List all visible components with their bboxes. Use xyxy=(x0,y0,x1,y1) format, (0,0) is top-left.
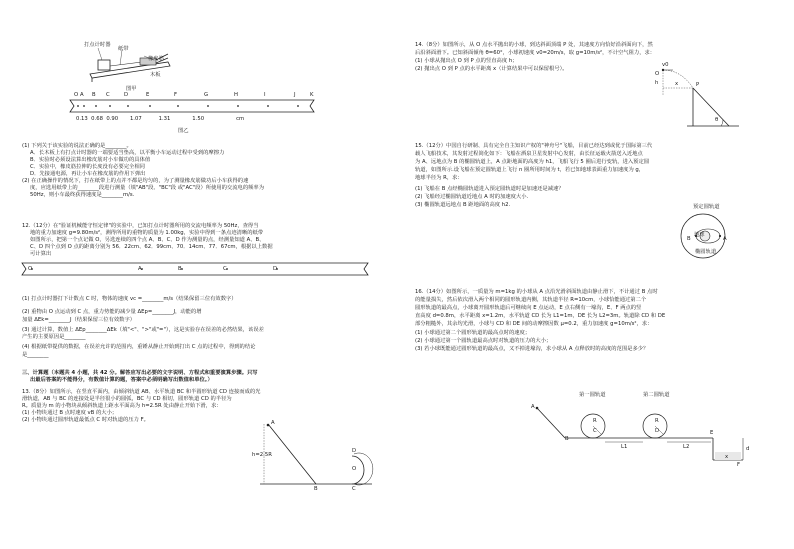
q12-tape-b: B xyxy=(178,266,182,272)
q11-line: 50Hz，则小车最终获得速度是________m/s. xyxy=(30,192,135,198)
q13-line: R。质量为 m 的小物块从倾斜轨道上距水平面高为 h=2.5R 处由静止开始下滑，求： xyxy=(22,403,222,409)
q14-line: 后沿斜面滑下。已知斜面倾角 θ=60°，小球初速度 v0=20m/s，取 g=10m/s²，不计空气阻力，求： xyxy=(415,50,656,56)
q15-line: 为 A、远地点为 B 的椭圆轨道上，A 点距地面的高度为 h1，飞船飞行 5 圈后进行变轨，进入预定圆 xyxy=(415,159,650,165)
q16-label-track1: 第一圆轨道 xyxy=(579,392,606,398)
q13-label-o: O xyxy=(352,466,357,472)
caption-fig-a: 图甲 xyxy=(126,86,137,92)
q16-label-track2: 第二圆轨道 xyxy=(643,392,670,398)
q12-tape-d: D xyxy=(273,266,278,272)
q12-tape-a: A xyxy=(138,266,142,272)
q15-line: 轨道，如图所示.设飞船在预定圆轨道上飞行 n 圈所用时间为 t，若已知地球表面重力加速度为 g， xyxy=(415,167,645,173)
q13-line: (2) 小物块通过圆形轨道最低点 C 时对轨道的压力 F。 xyxy=(22,417,149,423)
label-band: 橡皮筋 xyxy=(148,56,164,62)
tape-letter: A xyxy=(80,92,84,98)
tape-letter: E xyxy=(146,92,150,98)
q13-label-c: C xyxy=(352,486,356,492)
caption-fig-b: 图乙 xyxy=(178,128,189,134)
q12-line: 是________ xyxy=(22,352,49,358)
q16-label-f: F xyxy=(737,462,741,468)
q14-line: 14.（8分）如图所示，从 O 点水平抛出的小球，到达斜面顶端 P 处，其速度方向恰好沿斜面向下，然 xyxy=(415,42,653,48)
q14-figure xyxy=(655,66,741,130)
q16-line: 的能量损失，然后依次滑入两个相同的圆形轨道内侧，其轨道半径 R=10cm，小球恰能通过第二个 xyxy=(415,297,647,303)
q14-line: (1) 小球从抛出点 O 到 P 点的竖直高度 h； xyxy=(415,58,518,64)
q13-line: 滑轨道，AB 与 BC 的连接处是半径很小的圆弧，BC 与 CD 相切，圆形轨道 CD 的半径为 xyxy=(22,396,232,402)
q12-line: 如图所示，把第一个点记做 O，另选连续的四个点 A、B、C、D 作为测量的点，经测量知道 A、B、 xyxy=(30,237,265,243)
tape-figure xyxy=(70,98,318,114)
q16-line: (2) 小球通过第一个圆轨道最高点时对轨道的压力的大小； xyxy=(415,338,552,344)
q16-label-x: x xyxy=(725,454,729,460)
tape-letter: I xyxy=(264,92,266,98)
q16-label-c: C xyxy=(593,428,597,434)
q12-line: 地的重力加速度 g=9.80m/s²，测得所用的重物的质量为 1.00kg，实验中得到一条点迹清晰的纸带 xyxy=(30,230,264,236)
q13-label-b: B xyxy=(314,486,318,492)
q12-line: (1) 打点计时器打下计数点 C 时，物体的速度 vc =________m/s（结果保留三位有效数字） xyxy=(22,296,237,302)
q13-label-d: D xyxy=(352,448,357,454)
tape-letter: J xyxy=(294,92,296,98)
q12-line: 加量 ΔEk=________J（结果保留三位有效数字） xyxy=(22,317,136,323)
q12-line: C、D 四个点到 O 点的距离分别为 56．22cm、62．99cm、70．14cm、77．67cm，根据以上数据 xyxy=(30,244,273,250)
q15-line: 地球半径为 R，求： xyxy=(415,175,463,181)
q15-line: (3) 椭圆轨道远地点 B 距地面的高度 h2. xyxy=(415,202,511,208)
q15-line: 15.（12分）中国自行研制、具有完全自主知识产权的"神舟号"飞船，目前已经达到或优于国际第三代 xyxy=(415,143,653,149)
q15-label-ellipse: 椭圆轨道 xyxy=(695,249,717,255)
q12-tape-figure xyxy=(22,262,372,276)
q14-line: (2) 抛出点 O 到 P 点的水平距离 x（计算结果中可以保留根号）。 xyxy=(415,66,568,72)
section3-line: 三、计算题（本题共 4 小题，共 42 分。解答应写出必要的文字说明、方程式和重要演算步骤。只写 xyxy=(22,370,258,376)
q11-line: (1) 下列关于该实验的说法正确的是________。 xyxy=(22,143,132,149)
q14-label-o: O xyxy=(655,71,660,77)
label-timer: 打点计时器 xyxy=(84,42,111,48)
q16-line: 直高度 d=0.8m，水平距离 x=1.2m，水平轨道 CD 长为 L1=1m，DE 长为 L2=3m。轨道除 CD 和 DE xyxy=(415,313,666,319)
q15-line: 载人飞船技术，其发射过程简化如下：飞船在酒泉卫星发射中心发射，由长征运载火箭送入近地点 xyxy=(415,151,643,157)
q16-figure xyxy=(535,398,745,468)
q12-tape-o: O xyxy=(28,266,33,272)
q11-line: B．实验时必须设法算出橡皮筋对小车做功的具体值 xyxy=(30,157,151,163)
q16-label-l1: L1 xyxy=(621,444,628,450)
q12-line: 12.（12分）在"验证机械能守恒定律"的实验中，已知打点计时器所用的交流电频率为 50Hz，查得当 xyxy=(22,223,259,229)
q16-label-e: E xyxy=(710,430,714,436)
q14-label-x: x xyxy=(675,81,679,87)
tape-letter: K xyxy=(310,92,314,98)
q16-label-a: A xyxy=(531,404,535,410)
q15-label-title: 预定圆轨道 xyxy=(693,204,720,210)
tape-values: 0.13 0.68 0.90 1.07 1.31 1.50 cm xyxy=(76,116,245,122)
tape-letter: C xyxy=(106,92,110,98)
q12-line: (4) 根据纸带提供的数据，在误差允许的范围内，重锤从静止开始到打出 C 点的过程中，得到的结论 xyxy=(22,344,256,350)
q16-label-l2: L2 xyxy=(683,444,690,450)
q13-line: 13.（8分）如图所示，在竖直平面内，由倾斜轨道 AB、水平轨道 BC 和半圆形轨道 CD 连接而成的光 xyxy=(22,389,261,395)
q16-label-r1: R xyxy=(593,418,597,424)
q14-label-p: P xyxy=(696,82,700,88)
q15-label-a: A xyxy=(723,236,727,242)
tape-letter: O xyxy=(74,92,79,98)
q12-line: 可计算出 xyxy=(30,251,52,257)
q15-label-b: B xyxy=(687,236,691,242)
q16-label-d: d xyxy=(746,446,750,452)
label-tape: 纸带 xyxy=(118,46,129,52)
q13-line: (1) 小物块通过 B 点时速度 vB 的大小； xyxy=(22,410,118,416)
q14-label-h: h xyxy=(655,80,659,86)
label-board: 木板 xyxy=(150,72,161,78)
q11-line: A．长木板上有打点计时器的一端要适当垫高，以平衡小车运动过程中受到的摩擦力 xyxy=(30,150,225,156)
tape-letter: B xyxy=(92,92,96,98)
q12-line: (2) 重物由 O 点运动到 C 点，重力势能的减少量 ΔEp=________J，动能的增 xyxy=(22,309,202,315)
q13-label-a: A xyxy=(271,420,275,426)
q11-line: (2) 在正确操作的情况下，打在纸带上的点并不都是均匀的，为了测量橡皮筋做功后小车获得的速 xyxy=(22,178,249,184)
q15-line: (1) 飞船在 B 点经椭圆轨道进入预定圆轨道时是加速还是减速？ xyxy=(415,186,564,192)
q12-tape-c: C xyxy=(223,266,227,272)
q14-label-theta: θ xyxy=(715,117,719,123)
q12-line: (3) 通过计算，数值上 ΔEp________ΔEk（填"<"、">"或"="），这是实验存在误差的必然结果，该误差 xyxy=(22,327,264,333)
q14-label-v0: v0 xyxy=(662,62,669,68)
q15-label-earth: 地球 xyxy=(694,232,705,238)
q16-line: 圆形轨道的最高点，小球离开圆形轨道后可继续向 E 点运动，E 点右侧有一壕沟，E、F 两点的竖 xyxy=(415,305,642,311)
section3-line: 出最后答案的不能得分，有数值计算的题，答案中必须明确写出数值和单位。） xyxy=(30,377,213,383)
q16-label-r2: R xyxy=(655,418,659,424)
tape-letter: F xyxy=(174,92,178,98)
tape-letter: H xyxy=(234,92,238,98)
q16-line: 16.（14分）如图所示，一质量为 m=1kg 的小球从 A 点沿光滑斜面轨道由静止滑下，不计通过 B 点时 xyxy=(415,289,658,295)
q16-line: (1) 小球通过第二个圆形轨道的最高点时的速度； xyxy=(415,330,531,336)
q12-line: 产生的主要原因是________ xyxy=(22,334,86,340)
tape-letter: G xyxy=(204,92,209,98)
q11-line: C．实验中，橡皮筋拉伸的长度没有必要完全相同 xyxy=(30,164,145,170)
q16-line: (3) 若小球既能通过圆形轨道的最高点，又不掉进壕沟，求小球从 A 点释放时的高度的范围是多少？ xyxy=(415,346,649,352)
q11-line: 度，应选用纸带上的________段进行测量（填"AB"段、"BC"段 或"AC"段）所使用的交流电的频率为 xyxy=(30,185,265,191)
q13-label-h: h=2.5R xyxy=(252,452,272,458)
q16-label-d-point: D xyxy=(655,428,660,434)
q16-line: 部分粗糙外，其余均光滑，小球与 CD 和 DE 间的动摩擦因数 μ=0.2，重力加速度 g=10m/s²，求： xyxy=(415,321,653,327)
q16-label-b: B xyxy=(565,436,569,442)
tape-letter: D xyxy=(124,92,129,98)
q15-line: (2) 飞船经过椭圆轨道近地点 A 时的加速度大小. xyxy=(415,194,529,200)
q11-line: D．先接通电源，再让小车在橡皮筋的作用下弹出 xyxy=(30,171,146,177)
